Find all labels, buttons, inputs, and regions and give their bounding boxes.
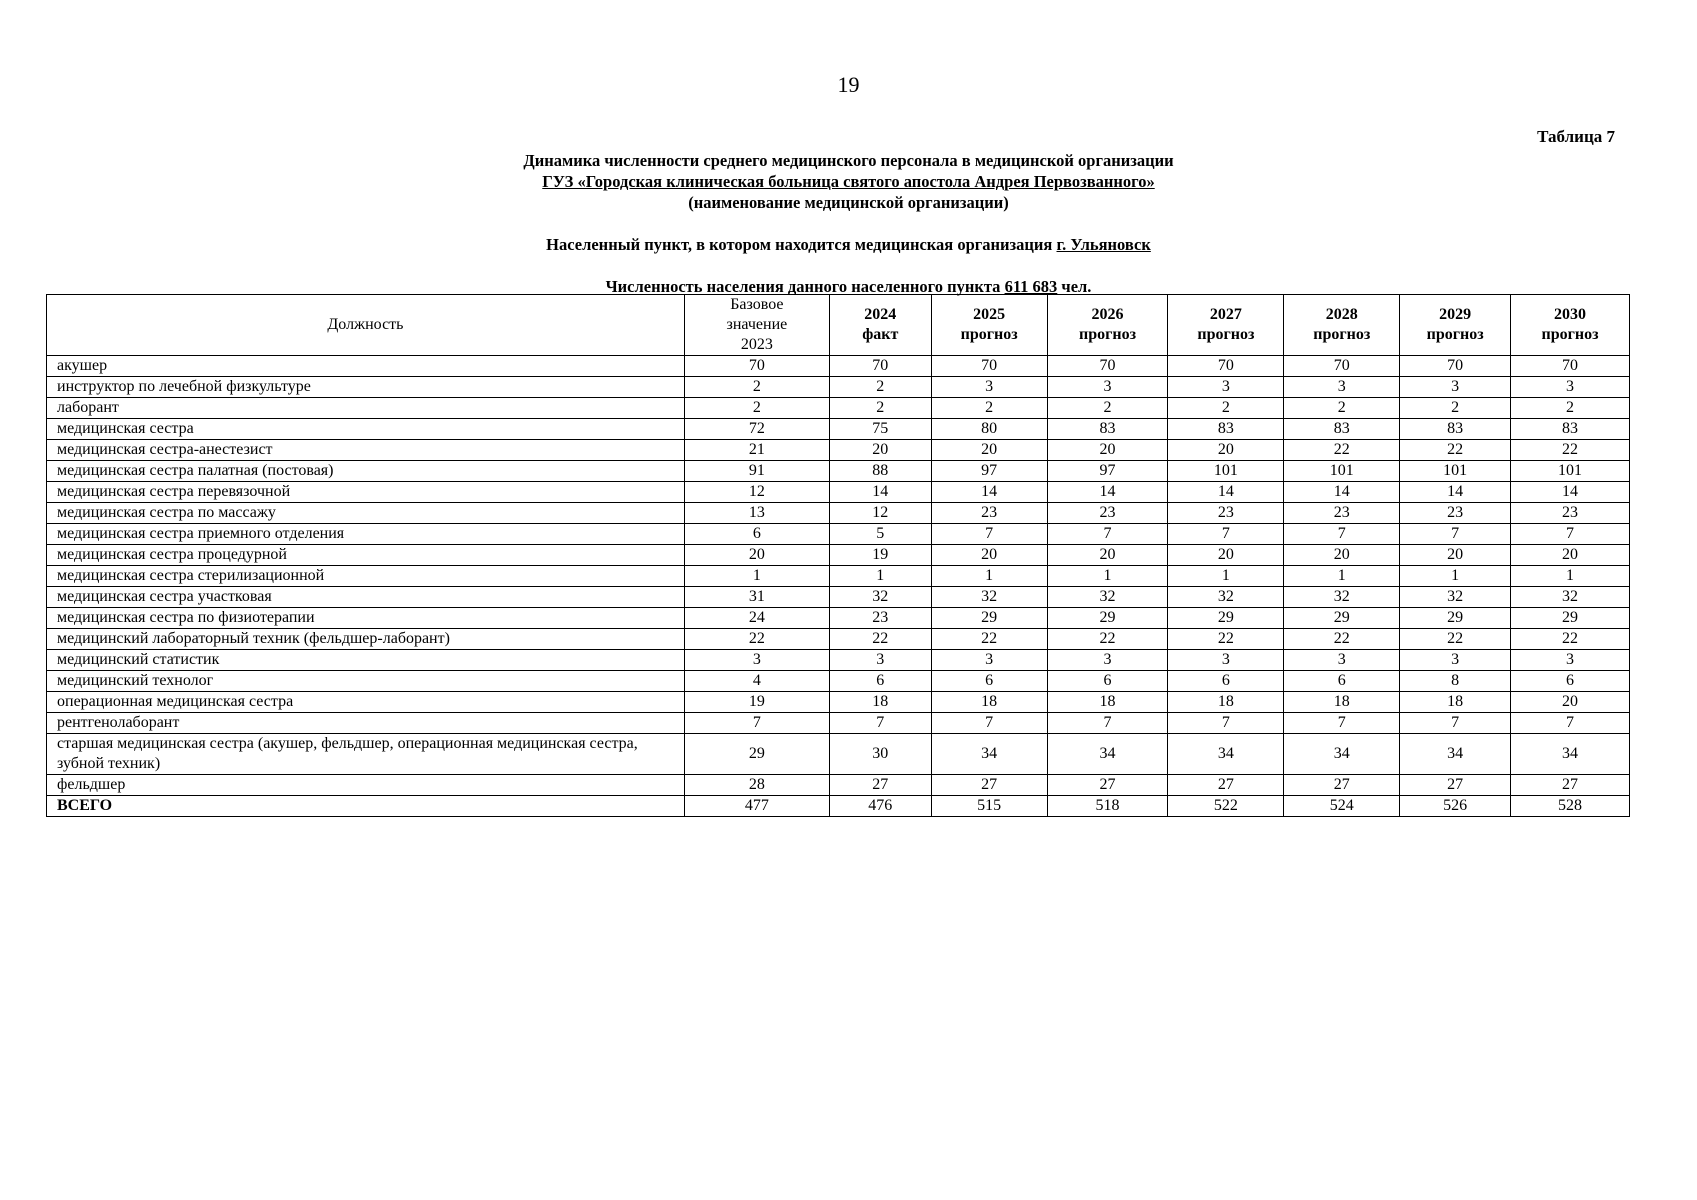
value-cell: 34 [931,734,1047,775]
column-header [1511,295,1630,356]
table-row [47,587,1630,608]
value-cell: 2 [684,377,829,398]
value-cell: 97 [1047,461,1168,482]
value-cell: 22 [1284,440,1400,461]
value-cell: 22 [931,629,1047,650]
value-cell: 18 [829,692,931,713]
value-cell: 88 [829,461,931,482]
value-cell: 27 [1511,775,1630,796]
column-header [684,295,829,356]
value-cell: 7 [1284,713,1400,734]
value-cell: 20 [1511,545,1630,566]
settlement-label: Населенный пункт, в котором находится медицинская организация [546,235,1053,254]
value-cell: 6 [1168,671,1284,692]
value-cell: 97 [931,461,1047,482]
value-cell: 526 [1400,796,1511,817]
value-cell: 70 [1168,356,1284,377]
value-cell: 477 [684,796,829,817]
position-cell: старшая медицинская сестра (акушер, фельдшер, операционная медицинская сестра, зубной техник) [47,734,685,775]
value-cell: 3 [1284,650,1400,671]
document-heading [0,150,1697,297]
value-cell: 518 [1047,796,1168,817]
value-cell: 5 [829,524,931,545]
value-cell: 1 [931,566,1047,587]
table-row [47,566,1630,587]
value-cell: 20 [1168,545,1284,566]
position-cell: медицинская сестра стерилизационной [47,566,685,587]
column-header-line: прогноз [1541,326,1599,343]
value-cell: 14 [1511,482,1630,503]
value-cell: 23 [829,608,931,629]
value-cell: 18 [1047,692,1168,713]
column-header [1047,295,1168,356]
table-row [47,440,1630,461]
value-cell: 1 [1168,566,1284,587]
population-unit: чел. [1061,277,1092,296]
table-row [47,608,1630,629]
column-header-line: 2025 [973,306,1006,323]
value-cell: 72 [684,419,829,440]
value-cell: 14 [1400,482,1511,503]
column-header-line: 2028 [1325,306,1358,323]
value-cell: 3 [1047,377,1168,398]
position-cell: медицинская сестра [47,419,685,440]
value-cell: 23 [1168,503,1284,524]
value-cell: 91 [684,461,829,482]
column-header [931,295,1047,356]
value-cell: 1 [1400,566,1511,587]
value-cell: 34 [1511,734,1630,775]
value-cell: 14 [829,482,931,503]
value-cell: 1 [1047,566,1168,587]
value-cell: 18 [1400,692,1511,713]
value-cell: 75 [829,419,931,440]
value-cell: 83 [1047,419,1168,440]
column-header-line: 2023 [740,336,773,353]
table-row [47,775,1630,796]
value-cell: 6 [1284,671,1400,692]
population-value: 611 683 [1004,277,1058,296]
value-cell: 29 [1511,608,1630,629]
position-cell: медицинская сестра по физиотерапии [47,608,685,629]
value-cell: 20 [1284,545,1400,566]
value-cell: 22 [1511,440,1630,461]
value-cell: 12 [684,482,829,503]
settlement-line [0,234,1697,255]
value-cell: 2 [1168,398,1284,419]
value-cell: 29 [684,734,829,775]
table-row [47,503,1630,524]
position-cell: медицинский технолог [47,671,685,692]
column-header-line: 2030 [1554,306,1587,323]
value-cell: 4 [684,671,829,692]
value-cell: 70 [684,356,829,377]
value-cell: 2 [829,398,931,419]
value-cell: 30 [829,734,931,775]
value-cell: 14 [1168,482,1284,503]
value-cell: 23 [1284,503,1400,524]
position-cell: медицинский статистик [47,650,685,671]
value-cell: 70 [1511,356,1630,377]
value-cell: 3 [1511,377,1630,398]
value-cell: 32 [1047,587,1168,608]
table-row [47,545,1630,566]
value-cell: 7 [1047,524,1168,545]
value-cell: 3 [1168,650,1284,671]
value-cell: 7 [684,713,829,734]
table-row [47,482,1630,503]
value-cell: 32 [1400,587,1511,608]
table-row [47,461,1630,482]
value-cell: 3 [1400,377,1511,398]
position-cell: медицинская сестра участковая [47,587,685,608]
value-cell: 1 [1511,566,1630,587]
value-cell: 522 [1168,796,1284,817]
value-cell: 7 [931,713,1047,734]
position-cell: медицинская сестра приемного отделения [47,524,685,545]
value-cell: 7 [1511,524,1630,545]
value-cell: 29 [1168,608,1284,629]
column-header [829,295,931,356]
value-cell: 14 [1284,482,1400,503]
value-cell: 19 [829,545,931,566]
value-cell: 80 [931,419,1047,440]
value-cell: 20 [1047,440,1168,461]
value-cell: 22 [1168,629,1284,650]
value-cell: 27 [1400,775,1511,796]
staff-table-container [46,294,1630,817]
position-cell: медицинская сестра процедурной [47,545,685,566]
value-cell: 7 [1400,713,1511,734]
value-cell: 21 [684,440,829,461]
value-cell: 19 [684,692,829,713]
value-cell: 20 [1400,545,1511,566]
value-cell: 29 [1400,608,1511,629]
position-cell: медицинская сестра палатная (постовая) [47,461,685,482]
value-cell: 3 [1400,650,1511,671]
value-cell: 7 [829,713,931,734]
value-cell: 34 [1400,734,1511,775]
position-cell: фельдшер [47,775,685,796]
value-cell: 27 [829,775,931,796]
value-cell: 6 [931,671,1047,692]
value-cell: 70 [1047,356,1168,377]
value-cell: 101 [1400,461,1511,482]
value-cell: 70 [829,356,931,377]
organization-name: ГУЗ «Городская клиническая больница святого апостола Андрея Первозванного» [542,172,1155,191]
column-header-line: 2029 [1439,306,1472,323]
table-row [47,419,1630,440]
value-cell: 20 [1047,545,1168,566]
value-cell: 23 [931,503,1047,524]
value-cell: 14 [1047,482,1168,503]
value-cell: 22 [829,629,931,650]
column-header-line: прогноз [1197,326,1255,343]
value-cell: 22 [1511,629,1630,650]
population-label: Численность населения данного населенного пункта [605,277,1001,296]
organization-caption: (наименование медицинской организации) [688,193,1009,212]
position-cell: ВСЕГО [47,796,685,817]
column-header-line: 2026 [1091,306,1124,323]
value-cell: 2 [1400,398,1511,419]
position-cell: медицинская сестра по массажу [47,503,685,524]
value-cell: 7 [1168,524,1284,545]
position-cell: рентгенолаборант [47,713,685,734]
value-cell: 34 [1047,734,1168,775]
table-row [47,650,1630,671]
column-header-line: 2024 [864,306,897,323]
column-header-line: факт [862,326,899,343]
value-cell: 34 [1168,734,1284,775]
value-cell: 31 [684,587,829,608]
table-row [47,377,1630,398]
value-cell: 27 [1168,775,1284,796]
value-cell: 32 [931,587,1047,608]
column-header-line: значение [726,316,788,333]
value-cell: 70 [931,356,1047,377]
value-cell: 83 [1284,419,1400,440]
value-cell: 34 [1284,734,1400,775]
value-cell: 2 [1511,398,1630,419]
value-cell: 101 [1511,461,1630,482]
value-cell: 27 [1047,775,1168,796]
value-cell: 6 [1047,671,1168,692]
value-cell: 29 [1284,608,1400,629]
value-cell: 515 [931,796,1047,817]
table-row [47,671,1630,692]
value-cell: 6 [684,524,829,545]
value-cell: 3 [829,650,931,671]
value-cell: 22 [1400,440,1511,461]
staff-table [46,294,1630,817]
value-cell: 20 [684,545,829,566]
column-header-line: Должность [327,316,404,333]
value-cell: 14 [931,482,1047,503]
value-cell: 28 [684,775,829,796]
position-cell: инструктор по лечебной физкультуре [47,377,685,398]
column-header [1168,295,1284,356]
position-cell: медицинский лабораторный техник (фельдшер-лаборант) [47,629,685,650]
value-cell: 20 [931,440,1047,461]
value-cell: 101 [1168,461,1284,482]
column-header [47,295,685,356]
column-header-line: прогноз [1079,326,1137,343]
column-header-line: прогноз [1313,326,1371,343]
value-cell: 2 [829,377,931,398]
table-row [47,692,1630,713]
table-row [47,629,1630,650]
position-cell: операционная медицинская сестра [47,692,685,713]
value-cell: 70 [1284,356,1400,377]
value-cell: 101 [1284,461,1400,482]
column-header-line: прогноз [1426,326,1484,343]
value-cell: 83 [1511,419,1630,440]
column-header-line: Базовое [730,296,784,313]
value-cell: 20 [829,440,931,461]
value-cell: 70 [1400,356,1511,377]
value-cell: 2 [1284,398,1400,419]
value-cell: 20 [1168,440,1284,461]
value-cell: 20 [931,545,1047,566]
value-cell: 12 [829,503,931,524]
table-row [47,398,1630,419]
position-cell: акушер [47,356,685,377]
value-cell: 22 [1284,629,1400,650]
column-header [1400,295,1511,356]
table-body [47,356,1630,817]
value-cell: 29 [1047,608,1168,629]
value-cell: 3 [1168,377,1284,398]
value-cell: 3 [1284,377,1400,398]
value-cell: 476 [829,796,931,817]
value-cell: 524 [1284,796,1400,817]
heading-title: Динамика численности среднего медицинского персонала в медицинской организации [523,151,1174,170]
value-cell: 2 [1047,398,1168,419]
settlement-name: г. Ульяновск [1056,235,1151,254]
table-row [47,734,1630,775]
value-cell: 83 [1168,419,1284,440]
table-row [47,356,1630,377]
value-cell: 22 [1047,629,1168,650]
value-cell: 7 [1284,524,1400,545]
value-cell: 6 [829,671,931,692]
value-cell: 18 [1168,692,1284,713]
value-cell: 528 [1511,796,1630,817]
column-header-line: 2027 [1209,306,1242,323]
value-cell: 2 [684,398,829,419]
value-cell: 23 [1047,503,1168,524]
total-row [47,796,1630,817]
column-header-line: прогноз [960,326,1018,343]
table-row [47,524,1630,545]
value-cell: 3 [1047,650,1168,671]
table-label: Таблица 7 [1537,127,1615,146]
value-cell: 7 [1047,713,1168,734]
value-cell: 32 [1511,587,1630,608]
value-cell: 22 [684,629,829,650]
value-cell: 29 [931,608,1047,629]
value-cell: 13 [684,503,829,524]
value-cell: 3 [1511,650,1630,671]
value-cell: 18 [1284,692,1400,713]
page-number: 19 [837,72,860,97]
value-cell: 32 [1168,587,1284,608]
value-cell: 32 [1284,587,1400,608]
value-cell: 27 [1284,775,1400,796]
value-cell: 3 [931,650,1047,671]
table-header-row [47,295,1630,356]
value-cell: 23 [1511,503,1630,524]
value-cell: 8 [1400,671,1511,692]
value-cell: 3 [684,650,829,671]
value-cell: 20 [1511,692,1630,713]
value-cell: 7 [1400,524,1511,545]
column-header [1284,295,1400,356]
value-cell: 24 [684,608,829,629]
value-cell: 27 [931,775,1047,796]
position-cell: медицинская сестра перевязочной [47,482,685,503]
value-cell: 1 [684,566,829,587]
value-cell: 23 [1400,503,1511,524]
value-cell: 22 [1400,629,1511,650]
table-row [47,713,1630,734]
value-cell: 32 [829,587,931,608]
position-cell: медицинская сестра-анестезист [47,440,685,461]
position-cell: лаборант [47,398,685,419]
value-cell: 18 [931,692,1047,713]
value-cell: 7 [1168,713,1284,734]
value-cell: 2 [931,398,1047,419]
value-cell: 7 [931,524,1047,545]
value-cell: 3 [931,377,1047,398]
value-cell: 1 [1284,566,1400,587]
value-cell: 83 [1400,419,1511,440]
value-cell: 6 [1511,671,1630,692]
value-cell: 1 [829,566,931,587]
value-cell: 7 [1511,713,1630,734]
